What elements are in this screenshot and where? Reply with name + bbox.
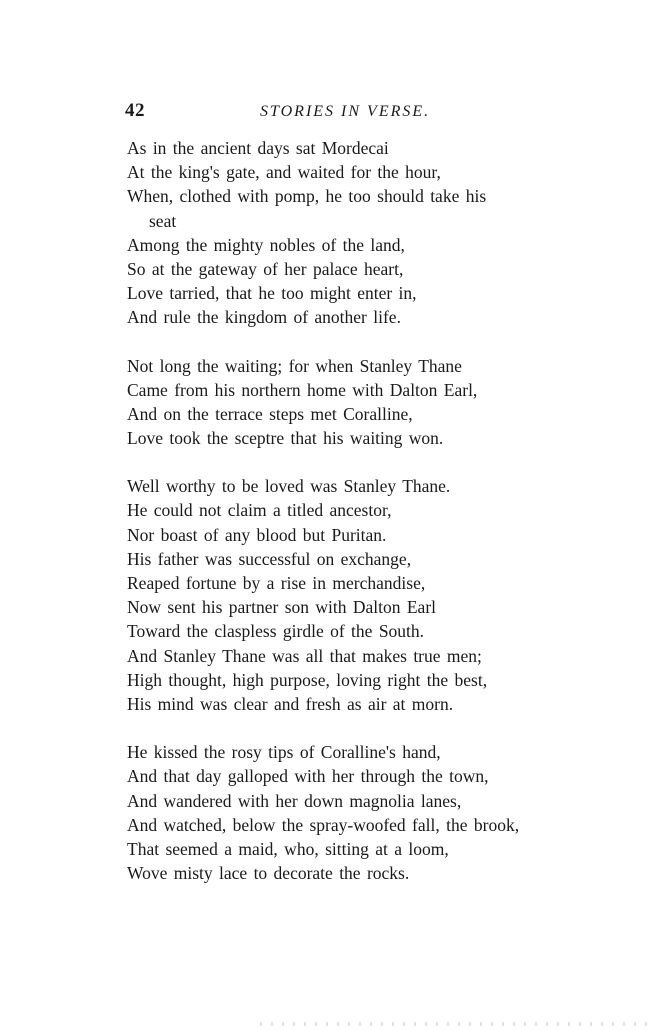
- poem-line: Love took the sceptre that his waiting won.: [127, 428, 444, 449]
- poem-line: That seemed a maid, who, sitting at a loom,: [127, 838, 449, 859]
- poem-line: High thought, high purpose, loving right the best,: [127, 669, 488, 690]
- poem-line-turnover: seat: [149, 210, 177, 231]
- poem-line: He could not claim a titled ancestor,: [127, 500, 392, 521]
- poem-line: As in the ancient days sat Mordecai: [127, 138, 389, 158]
- page-number: 42: [125, 100, 145, 121]
- poem-line: He kissed the rosy tips of Coralline's hand,: [127, 742, 441, 763]
- stanza-4: [127, 740, 587, 885]
- stanza-3: [127, 474, 587, 716]
- poem-line: Now sent his partner son with Dalton Earl: [127, 597, 437, 618]
- poem-line: His mind was clear and fresh as air at morn.: [127, 693, 454, 714]
- poem-line: Not long the waiting; for when Stanley Thane: [127, 355, 462, 376]
- stanza-1: [127, 136, 587, 330]
- poem-line: When, clothed with pomp, he too should take his: [127, 186, 487, 207]
- stanza-2: [127, 354, 587, 451]
- poem-line: And wandered with her down magnolia lanes,: [127, 790, 462, 811]
- poem-line: And on the terrace steps met Coralline,: [127, 403, 413, 424]
- poem-line: Nor boast of any blood but Puritan.: [127, 524, 387, 545]
- poem-line: At the king's gate, and waited for the hour,: [127, 162, 441, 183]
- poem-line: And rule the kingdom of another life.: [127, 307, 401, 328]
- running-head: STORIES IN VERSE.: [260, 103, 431, 120]
- poem-body: [127, 136, 587, 909]
- poem-line: And watched, below the spray-woofed fall, the brook,: [127, 814, 520, 835]
- poem-line: Toward the claspless girdle of the South.: [127, 621, 425, 642]
- poem-line: Among the mighty nobles of the land,: [127, 234, 405, 255]
- poem-line: Came from his northern home with Dalton Earl,: [127, 379, 478, 400]
- poem-line: Wove misty lace to decorate the rocks.: [127, 863, 410, 884]
- poem-line: His father was successful on exchange,: [127, 548, 412, 569]
- poem-line: Reaped fortune by a rise in merchandise,: [127, 573, 426, 593]
- poem-line: Well worthy to be loved was Stanley Thane.: [127, 476, 451, 497]
- poem-line: Love tarried, that he too might enter in,: [127, 283, 417, 304]
- poem-line: So at the gateway of her palace heart,: [127, 258, 404, 279]
- scan-bleed-through: [260, 1022, 648, 1026]
- page-header: [125, 100, 580, 124]
- poem-line: And Stanley Thane was all that makes true men;: [127, 645, 482, 666]
- poem-line: And that day galloped with her through the town,: [127, 766, 489, 787]
